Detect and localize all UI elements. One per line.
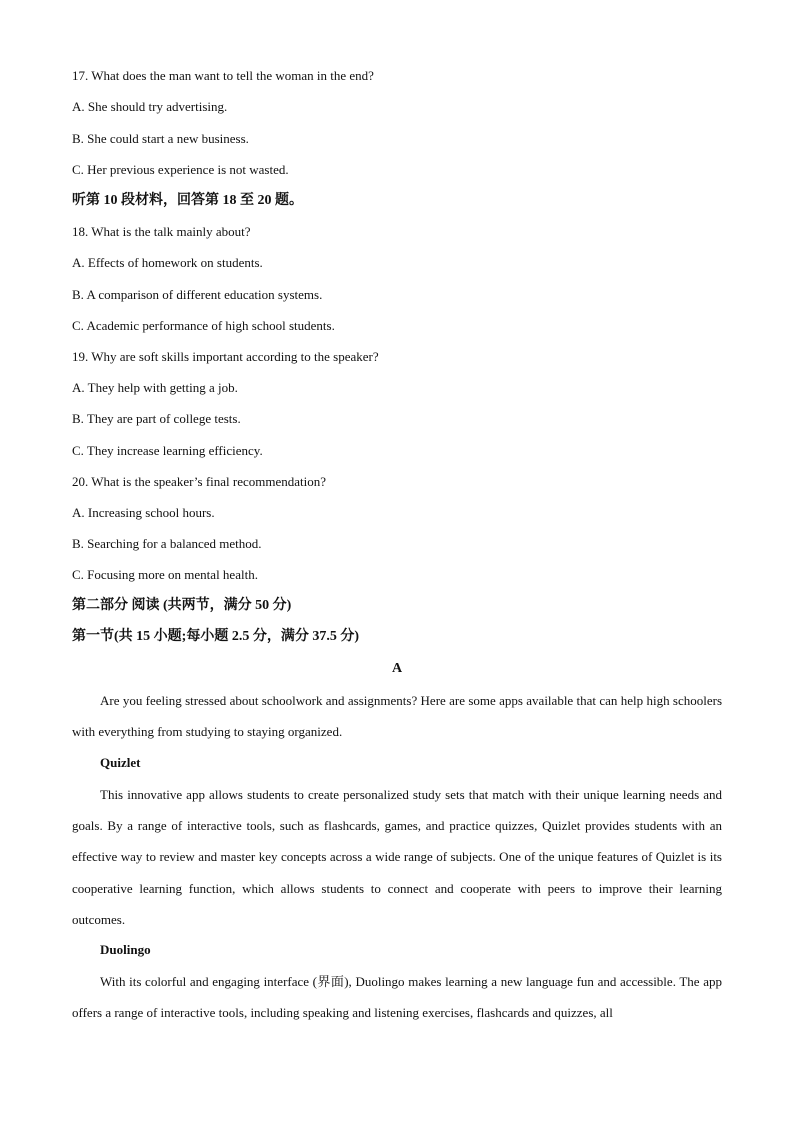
q20-option-b: B. Searching for a balanced method. [72, 536, 262, 551]
passage-intro: Are you feeling stressed about schoolwork and assignments? Here are some apps available that can help high schoolers with everything from studying to staying organized. [72, 693, 722, 740]
q17-option-b: B. She could start a new business. [72, 131, 249, 146]
app-title-duolingo: Duolingo [100, 942, 151, 957]
q20-option-c: C. Focusing more on mental health. [72, 567, 258, 582]
q18-stem: 18. What is the talk mainly about? [72, 224, 251, 239]
q18-option-c: C. Academic performance of high school students. [72, 318, 335, 333]
app-title-quizlet: Quizlet [100, 755, 141, 770]
passage-label: A [391, 661, 403, 676]
q19-stem: 19. Why are soft skills important according to the speaker? [72, 349, 379, 364]
q20-stem: 20. What is the speaker’s final recommendation? [72, 474, 327, 489]
q17-stem: 17. What does the man want to tell the woman in the end? [72, 68, 374, 83]
q17-option-c: C. Her previous experience is not wasted. [72, 162, 289, 177]
q18-option-a: A. Effects of homework on students. [72, 255, 263, 270]
section10-heading: 听第 10 段材料，回答第 18 至 20 题。 [72, 193, 303, 208]
q19-option-c: C. They increase learning efficiency. [72, 443, 263, 458]
section1-heading: 第一节(共 15 小题;每小题 2.5 分，满分 37.5 分) [72, 629, 359, 644]
app-text-duolingo: With its colorful and engaging interface (界面), Duolingo makes learning a new language fun and accessible. The app offers a range of interactive tools, including speaking and listening exercises, flashcards and quizzes, all [72, 974, 722, 1021]
q17-option-a: A. She should try advertising. [72, 99, 228, 114]
app-text-quizlet: This innovative app allows students to create personalized study sets that match with their unique learning needs and goals. By a range of interactive tools, such as flashcards, games, and practice quizzes, Quizlet provides students with an effective way to review and master key concepts across a wide range of subjects. One of the unique features of Quizlet is its cooperative learning function, which allows students to connect and cooperate with peers to improve their learning outcomes. [72, 787, 722, 927]
q20-option-a: A. Increasing school hours. [72, 505, 215, 520]
q19-option-b: B. They are part of college tests. [72, 411, 241, 426]
part2-heading: 第二部分 阅读 (共两节，满分 50 分) [72, 598, 292, 613]
q18-option-b: B. A comparison of different education systems. [72, 287, 323, 302]
q19-option-a: A. They help with getting a job. [72, 380, 238, 395]
